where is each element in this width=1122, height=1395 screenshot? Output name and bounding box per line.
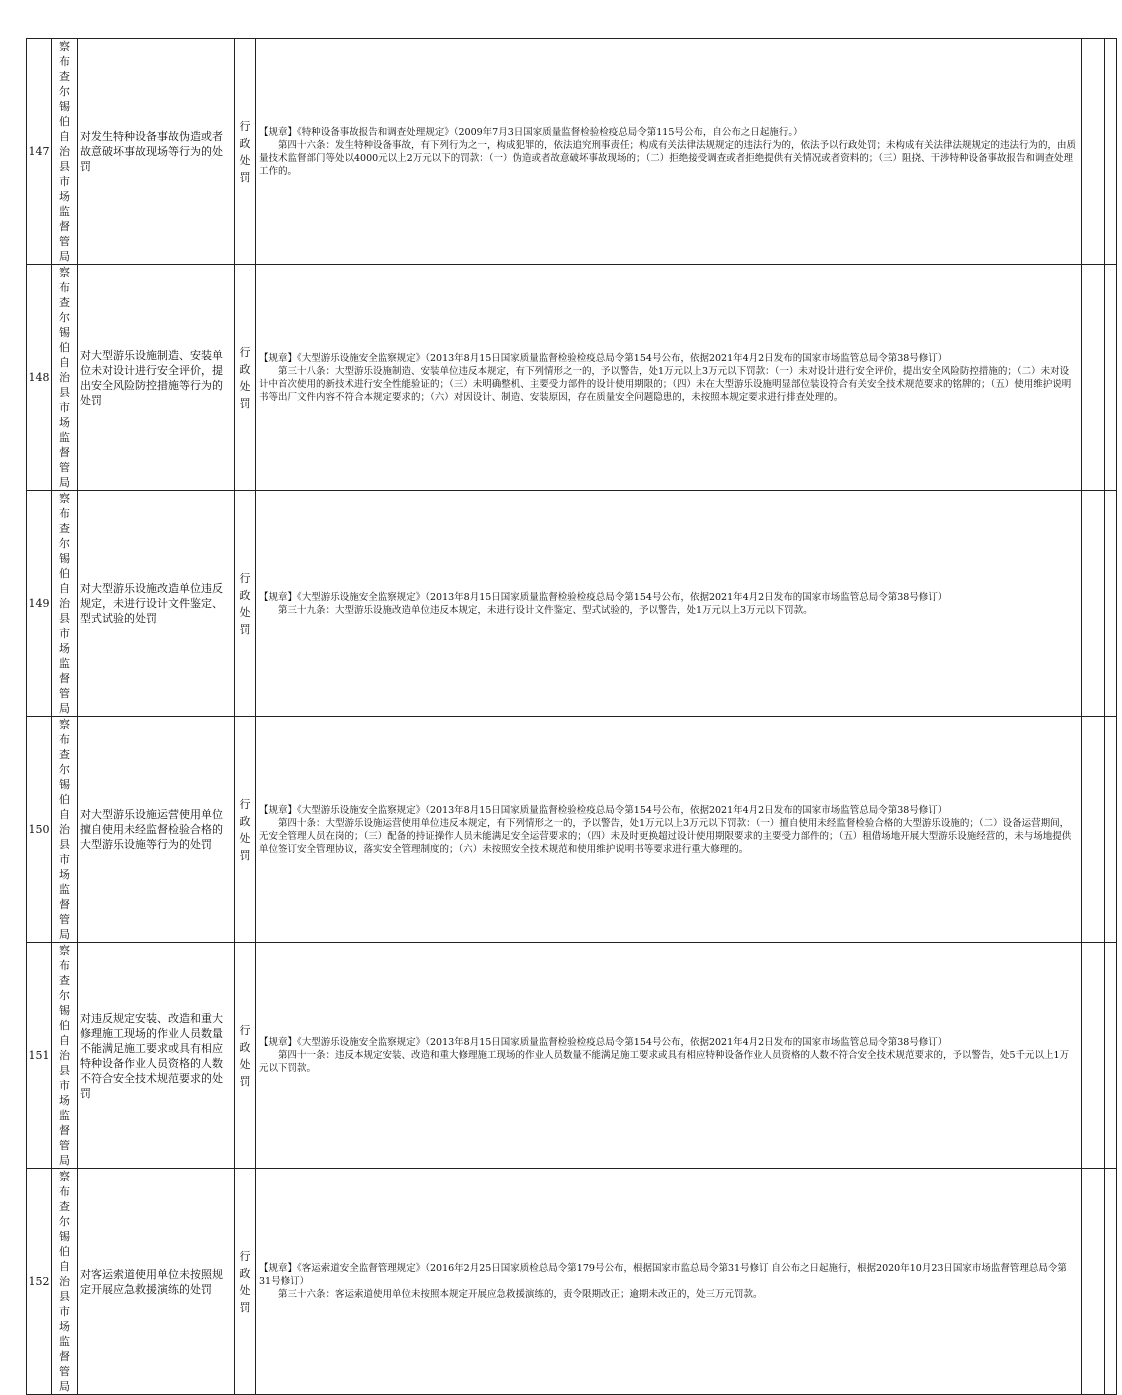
empty-cell — [1105, 943, 1117, 1169]
empty-cell — [1105, 717, 1117, 943]
basis-cell — [256, 39, 1082, 265]
org-cell — [52, 1169, 78, 1395]
basis-head: 【规章】《大型游乐设施安全监察规定》（2013年8月15日国家质量监督检验检疫总局令第154号公布，依据2021年4月2日发布的国家市场监管总局令第38号修订） — [259, 804, 948, 816]
empty-cell — [1082, 943, 1105, 1169]
row-number: 151 — [27, 943, 52, 1169]
row-number: 149 — [27, 491, 52, 717]
basis-cell — [256, 717, 1082, 943]
empty-cell — [1082, 39, 1105, 265]
basis-head: 【规章】《客运索道安全监督管理规定》（2016年2月25日国家质检总局令第179号公布，根据国家市监总局令第31号修订 自公布之日起施行，根据2020年10月23日国家市场监督管理总局令第31号修订） — [259, 1263, 1067, 1287]
empty-cell — [1082, 265, 1105, 491]
type-cell — [235, 943, 256, 1169]
power-type: 行政处罚 — [239, 1249, 251, 1314]
org-cell — [52, 265, 78, 491]
org-name: 察布查尔锡伯自治县市场监督管局 — [59, 718, 70, 941]
org-name: 察布查尔锡伯自治县市场监督管局 — [59, 266, 70, 489]
power-type: 行政处罚 — [239, 571, 251, 636]
row-number: 147 — [27, 39, 52, 265]
type-cell — [235, 491, 256, 717]
basis-cell — [256, 265, 1082, 491]
type-cell — [235, 39, 256, 265]
org-cell — [52, 943, 78, 1169]
org-name: 察布查尔锡伯自治县市场监督管局 — [59, 40, 70, 263]
empty-cell — [1105, 1169, 1117, 1395]
power-type: 行政处罚 — [239, 119, 251, 184]
item-name: 对大型游乐设施制造、安装单位未对设计进行安全评价，提出安全风险防控措施等行为的处罚 — [78, 265, 235, 491]
table-row — [27, 491, 1117, 717]
item-name: 对客运索道使用单位未按照规定开展应急救援演练的处罚 — [78, 1169, 235, 1395]
empty-cell — [1082, 717, 1105, 943]
empty-cell — [1082, 491, 1105, 717]
empty-cell — [1105, 491, 1117, 717]
basis-cell — [256, 943, 1082, 1169]
type-cell — [235, 265, 256, 491]
empty-cell — [1082, 1169, 1105, 1395]
basis-body: 第四十六条：发生特种设备事故，有下列行为之一，构成犯罪的，依法追究刑事责任；构成有关法律法规规定的违法行为的，依法予以行政处罚；未构成有关法律法规规定的违法行为的，由质量技术监督部门等处以4000元以上2万元以下的罚款：（一）伪造或者故意破坏事故现场的；（二）拒绝接受调查或者拒绝提供有关情况或者资料的；（三）阻挠、干涉特种设备事故报告和调查处理工作的。 — [259, 139, 1077, 177]
item-name: 对违反规定安装、改造和重大修理施工现场的作业人员数量不能满足施工要求或具有相应特种设备作业人员资格的人数不符合安全技术规范要求的处罚 — [78, 943, 235, 1169]
org-name: 察布查尔锡伯自治县市场监督管局 — [59, 1170, 70, 1393]
item-name: 对大型游乐设施运营使用单位擅自使用未经监督检验合格的大型游乐设施等行为的处罚 — [78, 717, 235, 943]
basis-body: 第四十一条：违反本规定安装、改造和重大修理施工现场的作业人员数量不能满足施工要求或具有相应特种设备作业人员资格的人数不符合安全技术规范要求的，予以警告，处5千元以上1万元以下罚款。 — [259, 1050, 1070, 1074]
table-row — [27, 943, 1117, 1169]
basis-head: 【规章】《特种设备事故报告和调查处理规定》（2009年7月3日国家质量监督检验检疫总局令第115号公布，自公布之日起施行。） — [259, 126, 803, 138]
org-cell — [52, 717, 78, 943]
table-row — [27, 265, 1117, 491]
item-name: 对发生特种设备事故伪造或者故意破坏事故现场等行为的处罚 — [78, 39, 235, 265]
empty-cell — [1105, 265, 1117, 491]
org-name: 察布查尔锡伯自治县市场监督管局 — [59, 492, 70, 715]
type-cell — [235, 717, 256, 943]
basis-cell — [256, 1169, 1082, 1395]
basis-body: 第三十六条：客运索道使用单位未按照本规定开展应急救援演练的，责令限期改正；逾期未改正的，处三万元罚款。 — [278, 1289, 763, 1300]
power-type: 行政处罚 — [239, 797, 251, 862]
basis-body: 第四十条：大型游乐设施运营使用单位违反本规定，有下列情形之一的，予以警告，处1万元以上3万元以下罚款：（一）擅自使用未经监督检验合格的大型游乐设施的；（二）设备运营期间，无安全管理人员在岗的；（三）配备的持证操作人员未能满足安全运营要求的；（四）未及时更换超过设计使用期限要求的主要受力部件的；（五）租借场地开展大型游乐设施经营的，未与场地提供单位签订安全管理协议，落实安全管理制度的；（六）未按照安全技术规范和使用维护说明书等要求进行重大修理的。 — [259, 817, 1072, 855]
basis-head: 【规章】《大型游乐设施安全监察规定》（2013年8月15日国家质量监督检验检疫总局令第154号公布，依据2021年4月2日发布的国家市场监管总局令第38号修订） — [259, 1037, 948, 1048]
type-cell — [235, 1169, 256, 1395]
basis-head: 【规章】《大型游乐设施安全监察规定》（2013年8月15日国家质量监督检验检疫总局令第154号公布，依据2021年4月2日发布的国家市场监管总局令第38号修订） — [259, 352, 948, 364]
row-number: 150 — [27, 717, 52, 943]
row-number: 152 — [27, 1169, 52, 1395]
row-number: 148 — [27, 265, 52, 491]
table-row — [27, 717, 1117, 943]
table-row — [27, 1169, 1117, 1395]
org-name: 察布查尔锡伯自治县市场监督管局 — [59, 944, 70, 1167]
basis-head: 【规章】《大型游乐设施安全监察规定》（2013年8月15日国家质量监督检验检疫总局令第154号公布，依据2021年4月2日发布的国家市场监管总局令第38号修订） — [259, 591, 948, 603]
regulation-table — [26, 38, 1117, 1395]
basis-cell — [256, 491, 1082, 717]
basis-body: 第三十九条：大型游乐设施改造单位违反本规定，未进行设计文件鉴定、型式试验的，予以警告，处1万元以上3万元以下罚款。 — [278, 604, 813, 616]
empty-cell — [1105, 39, 1117, 265]
org-cell — [52, 39, 78, 265]
table-row — [27, 39, 1117, 265]
item-name: 对大型游乐设施改造单位违反规定，未进行设计文件鉴定、型式试验的处罚 — [78, 491, 235, 717]
org-cell — [52, 491, 78, 717]
power-type: 行政处罚 — [239, 345, 251, 410]
basis-body: 第三十八条：大型游乐设施制造、安装单位违反本规定，有下列情形之一的，予以警告，处1万元以上3万元以下罚款：（一）未对设计进行安全评价，提出安全风险防控措施的；（二）未对设计中首次使用的新技术进行安全性能验证的；（三）未明确整机、主要受力部件的设计使用期限的；（四）未在大型游乐设施明显部位装设符合有关安全技术规范要求的铭牌的；（五）使用维护说明书等出厂文件内容不符合本规定要求的；（六）对因设计、制造、安装原因，存在质量安全问题隐患的，未按照本规定要求进行排查处理的。 — [259, 365, 1072, 403]
power-type: 行政处罚 — [239, 1023, 251, 1088]
